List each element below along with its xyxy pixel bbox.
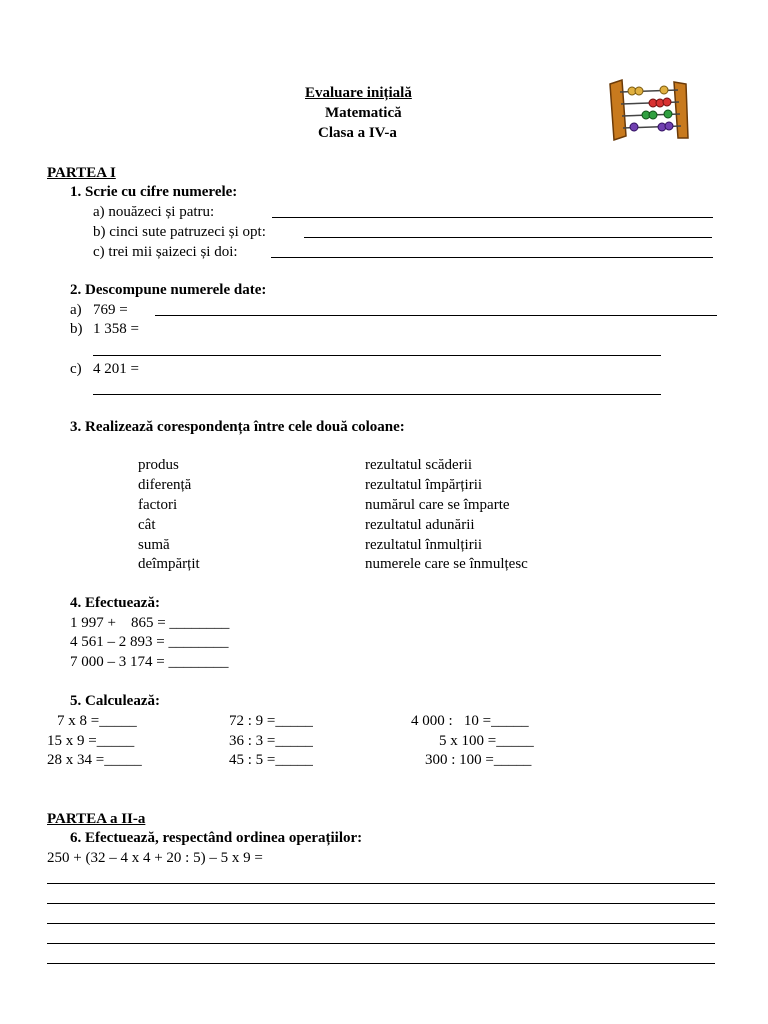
abacus-icon: [606, 78, 690, 142]
q3-left-term: sumă: [138, 537, 170, 553]
q2-a-label: a): [70, 302, 82, 318]
q6-answer-line[interactable]: [47, 923, 715, 924]
q5-exercise[interactable]: 7 x 8 =_____: [57, 713, 137, 729]
q3-left-term: produs: [138, 457, 179, 473]
q6-answer-line[interactable]: [47, 903, 715, 904]
q1-a-answer-line[interactable]: [272, 217, 713, 218]
q2-a-value: 769 =: [93, 302, 128, 318]
subject-heading: Matematică: [325, 105, 402, 121]
q3-left-term: factori: [138, 497, 178, 513]
q2-c-answer-line[interactable]: [93, 394, 661, 395]
q3-left-term: cât: [138, 517, 156, 533]
q1-b-label: b) cinci sute patruzeci și opt:: [93, 224, 266, 240]
q3-right-term: rezultatul înmulțirii: [365, 537, 483, 553]
q1-b-answer-line[interactable]: [304, 237, 712, 238]
q2-b-label: b): [70, 321, 83, 337]
q5-title: 5. Calculează:: [70, 693, 160, 709]
part1-heading: PARTEA I: [47, 165, 116, 181]
q3-right-term: rezultatul adunării: [365, 517, 475, 533]
q5-exercise[interactable]: 45 : 5 =_____: [229, 752, 313, 768]
q6-answer-line[interactable]: [47, 963, 715, 964]
q5-exercise[interactable]: 36 : 3 =_____: [229, 733, 313, 749]
q3-right-term: numerele care se înmulțesc: [365, 556, 528, 572]
q6-answer-line[interactable]: [47, 883, 715, 884]
q1-c-label: c) trei mii șaizeci și doi:: [93, 244, 238, 260]
grade-heading: Clasa a IV-a: [318, 125, 397, 141]
q4-title: 4. Efectuează:: [70, 595, 160, 611]
q6-title: 6. Efectuează, respectând ordinea operațiilor:: [70, 830, 363, 846]
q4-exercise[interactable]: 7 000 – 3 174 = ________: [70, 654, 229, 670]
q3-right-term: rezultatul scăderii: [365, 457, 473, 473]
q5-exercise[interactable]: 5 x 100 =_____: [439, 733, 534, 749]
q6-expression: 250 + (32 – 4 x 4 + 20 : 5) – 5 x 9 =: [47, 850, 263, 866]
q1-title: 1. Scrie cu cifre numerele:: [70, 184, 238, 200]
q1-c-answer-line[interactable]: [271, 257, 713, 258]
q3-left-term: diferență: [138, 477, 192, 493]
document-title: Evaluare inițială: [305, 85, 412, 101]
q5-exercise[interactable]: 28 x 34 =_____: [47, 752, 142, 768]
q5-exercise[interactable]: 72 : 9 =_____: [229, 713, 313, 729]
q5-exercise[interactable]: 4 000 : 10 =_____: [411, 713, 529, 729]
q5-exercise[interactable]: 300 : 100 =_____: [425, 752, 532, 768]
q5-exercise[interactable]: 15 x 9 =_____: [47, 733, 135, 749]
q3-title: 3. Realizează corespondența între cele două coloane:: [70, 419, 405, 435]
q1-a-label: a) nouăzeci și patru:: [93, 204, 215, 220]
part2-heading: PARTEA a II-a: [47, 811, 146, 827]
q2-title: 2. Descompune numerele date:: [70, 282, 267, 298]
q2-c-value: 4 201 =: [93, 361, 139, 377]
q2-a-answer-line[interactable]: [155, 315, 717, 316]
q2-b-answer-line[interactable]: [93, 355, 661, 356]
q4-exercise[interactable]: 4 561 – 2 893 = ________: [70, 634, 229, 650]
q3-left-term: deîmpărțit: [138, 556, 200, 572]
q3-right-term: rezultatul împărțirii: [365, 477, 483, 493]
q6-answer-line[interactable]: [47, 943, 715, 944]
q3-right-term: numărul care se împarte: [365, 497, 510, 513]
q2-c-label: c): [70, 361, 82, 377]
q4-exercise[interactable]: 1 997 + 865 = ________: [70, 615, 230, 631]
q2-b-value: 1 358 =: [93, 321, 139, 337]
